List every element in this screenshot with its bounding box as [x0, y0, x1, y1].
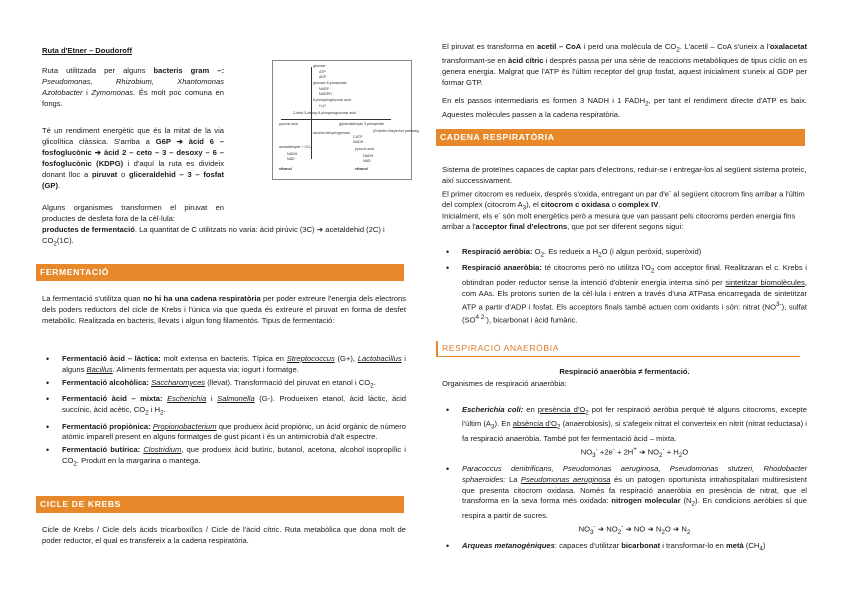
diagram-label: glucose-6-phosphate: [313, 81, 347, 85]
cadena-p1: Sistema de proteïnes capaces de captar pars d'electrons, reduir-se i entregar-los al següent sistema proteic, així successivament.: [442, 165, 807, 185]
diagram-label: acetaldehyde + CO₂: [279, 145, 312, 149]
list-item: • Fermentació alcohòlica: Saccharomyces (llevat). Transformació del piruvat en etanol i $CO_2$.: [42, 378, 406, 392]
diagram-label: 2 ATP: [353, 135, 363, 139]
krebs-continuation-2: En els passos intermediaris es formen 3 NADH i 1 $FADH_2$, per tant el rendiment directe d'ATP es baix. Aquestes molècules passen a la cadena respiratòria.: [442, 96, 807, 120]
acceptor-list: [442, 247, 807, 329]
list-item: • Respiració anaeròbia: té citocroms però no utilitza $l'O_2$ com acceptor final. Realitzaran el c. Krebs i obtindran poder reductor sense la intenció d'obtenir energia interna sinó per sintetitzar biomolècules, com AAs. Els protons surten de la cèl·lula i entren a través d'una ATPasa encarregada de sintetitzar ATP a partir d'ADP i fosfat. Els acceptors finals també actuen com oxidants i són: nitrat $(NO^{3-})$, sulfat $(SO^{4 2-})$, bicarbonat i àcid fumàric.: [442, 263, 807, 326]
cadena-p3: Inicialment, els e- són molt energètics però a mesura que van passant pels citocroms perden energia fins arribar a l'acceptor final d'electrons, que pot ser diferent segons sigui:: [442, 210, 796, 232]
etner-fermentation-text: Alguns organismes transformen el piruvat en productes de desfeta fora de la cèl·lula: productes de fermentació. La quantitat de C utilitzats no varia: àcid pirúvic (3C) ➔ acetaldehid (2C) i $CO_2(1C)$.: [42, 203, 385, 248]
diagram-label: 2-keto-3-deoxy-6-phosphogluconic acid: [293, 111, 356, 115]
list-item: • Fermentació propiònica: Propionobacterium que produeix àcid propiònic, un àcid orgànic de número atòmic imparell present en alguns formatges de gust picant i és un antimicrobià d'alt espectre.: [42, 422, 406, 444]
section-header-cadena: CADENA RESPIRATÒRIA: [436, 129, 805, 146]
diagram-label: H₂O: [319, 104, 326, 108]
diagram-label: alcohol dehydrogenase: [313, 131, 351, 135]
diagram-label: ethanol: [355, 167, 368, 171]
fermentacio-intro: La fermentació s'utilitza quan no hi ha una cadena respiratòria per poder extreure l'energia dels electrons dels poders reductors del cicle de Krebs i l'única via que queda és extreure el piruvat en forma de desfet metabòlic. Realitzada en bacteris, llevats i algun fong filamentós. Tipus de fermentació:: [42, 294, 406, 325]
anaerobia-intro: Organismes de respiració anaeròbia:: [442, 379, 567, 388]
list-item: • Fermentació butírica: Clostridium, que produeix àcid butíric, butanol, acetona, alcohol isopropílic i $CO_2$. Produït en la margarina o mantega.: [42, 445, 406, 470]
anaerobic-organisms-list: [442, 405, 807, 557]
list-item: • Respiració aeròbia: $O_2$. Es redueix a $H_2O$ (i algun peròxid, superòxid): [442, 247, 807, 261]
diagram-label: ethanol: [279, 167, 292, 171]
diagram-label: NADPH: [319, 92, 332, 96]
diagram-label: NAD: [363, 159, 371, 163]
list-item: • Escherichia coli: en presència $d'O_2$ pot fer respiració aeròbia perquè té alguns citocroms, excepte l'últim $(A_3)$. En absència $d'O_2$ (anaerobiosis), si s'afegeix nitrat el converteix en nitrit (nitrat reductasa) i fa respiració anaeròbia. També pot fer fermentació àcid – mixta. $NO_3^- +2e^- + 2H^+$ ➔ $NO_2^- + H_2O$: [442, 405, 807, 462]
diagram-label: 6-phosphogluconic acid: [313, 98, 351, 102]
list-item: • Fermentació àcid – làctica: molt extensa en bacteris. Típica en Streptococcus (G+), Lactobacillus i alguns Bacillus. Aliments fermentats per aquesta via: iogurt i formatge.: [42, 354, 406, 376]
list-item: • Paracoccus denitrificans, Pseudomonas aeruginosa, Pseudomonas stutzeri, Rhodobacter sphaeroides: La Pseudomonas aeruginosa és un patogen oportunista intrahospitalari multiresistent que presenta citocrom oxidasa. Només fa respiració anaeròbia en presència de nitrat, que el transforma en la seva forma més oxidada: nitrogen molecular $(N_2)$. En condicions aeròbies sí que respira a partir de sucres. $NO_3^-$ ➔ $NO_2^-$ ➔ NO ➔ $N_2O$ ➔ $N_2$: [442, 464, 807, 539]
krebs-text: Cicle de Krebs / Cicle dels àcids tricarboxílics / Cicle de l'àcid cítric. Ruta metabòlica que dona molt de poder reductor, el qual es transfereix a la cadena respiratòria.: [42, 525, 406, 545]
etner-doudoroff-diagram: [272, 60, 420, 180]
diagram-label: pyruvic acid: [355, 147, 374, 151]
krebs-continuation: El piruvat es transforma en acetil – CoA i perd una molècula de $CO_2$. L'acetil – CoA s'uneix a l'oxalacetat transformant-se en àcid cítric i després passa per una sèrie de reaccions metabòliques de tipus cíclic on es genera energia. Malgrat que l'ATP és l'últim receptor del grup fosfat, aquest inicialment s'uneix al GDP per formar GTP.: [442, 42, 807, 88]
diagram-label: glyceraldehyde 3-phosphate: [339, 122, 385, 126]
section-header-anaerobia: RESPIRACIÓ ANAERÒBIA: [436, 341, 800, 357]
diagram-label: ATP: [319, 70, 326, 74]
diagram-label: ADP: [319, 75, 327, 79]
fermentation-types-list: [42, 354, 406, 473]
diagram-label: (Embden-Meyerhof pathway): [373, 129, 420, 133]
diagram-label: NADH: [353, 140, 364, 144]
diagram-label: pyruvic acid: [279, 122, 298, 126]
equation-denitrification: $NO_3^-$ ➔ $NO_2^-$ ➔ NO ➔ $N_2O$ ➔ $N_2$: [578, 522, 691, 536]
diagram-label: NADP: [319, 87, 329, 91]
diagram-label: NAD: [287, 157, 295, 161]
diagram-label: glucose: [313, 64, 326, 68]
section-title-etner: Ruta d'Etner – Doudoroff: [42, 46, 132, 55]
etner-intro: Ruta utilitzada per alguns bacteris gram –: Pseudomonas, Rhizobium, Xhantomonas Azotobacter i Zymomonas. És molt poc comuna en fongs.: [42, 66, 224, 108]
anaerobia-note: Respiració anaeròbia ≠ fermentació.: [559, 367, 690, 376]
etner-yield: Té un rendiment energètic que és la mitat de la via glicolítica clàssica. S'arriba a G6P ➔ àcid 6 – fosfoglucònic ➔ àcid 2 – ceto – 3 – desoxy – 6 – fosfoglucònic (KDPG) i d'aquí la ruta es divideix donant lloc a piruvat o gliceraldehid – 3 – fosfat (GP).: [42, 126, 224, 190]
section-header-krebs: CICLE DE KREBS: [36, 496, 404, 513]
cadena-p2: El primer citocrom es redueix, després s'oxida, entregant un par d'e- al següent citocrom fins arribar a l'últim del complex (citocrom $A_3$), el citocrom c oxidasa o complex IV.: [442, 188, 805, 212]
equation-nitrate: $NO_3^- +2e^- + 2H^+$ ➔ $NO_2^- + H_2O$: [580, 445, 689, 459]
diagram-label: NADH: [287, 152, 298, 156]
section-header-fermentacio: FERMENTACIÓ: [36, 264, 404, 281]
diagram-label: NADH: [363, 154, 374, 158]
list-item: • Arqueas metanogèniques: capaces d'utilitzar bicarbonat i transformar-lo en metà $(CH_4)$: [442, 541, 807, 555]
list-item: • Fermentació àcid – mixta: Escherichia i Salmonella (G-). Produeixen etanol, àcid làctic, àcid succínic, àcid acètic, $CO_2$ i $H_2$.: [42, 394, 406, 419]
